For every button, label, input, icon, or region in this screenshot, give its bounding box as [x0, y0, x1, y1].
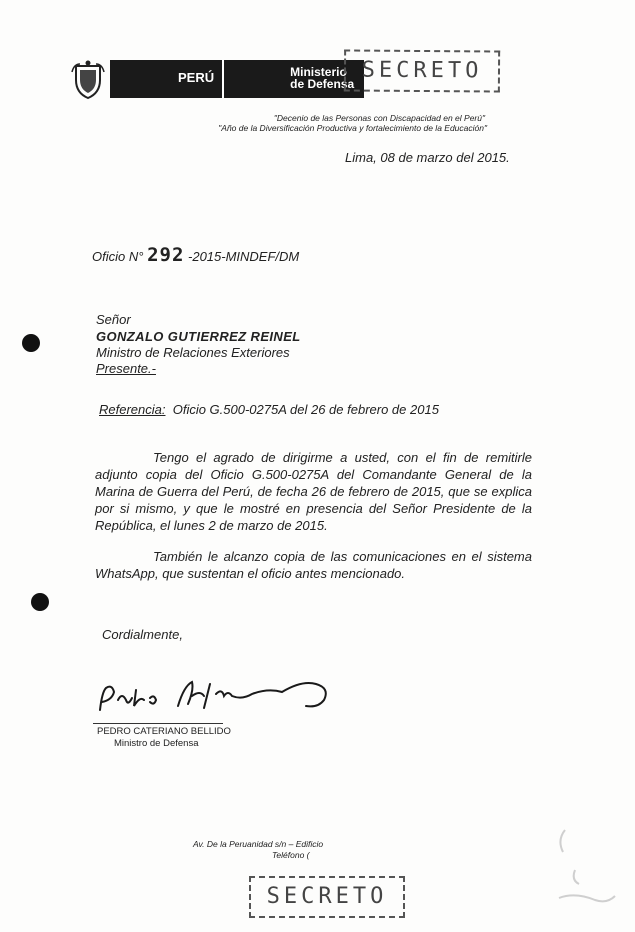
logo-country: PERÚ [110, 60, 224, 98]
footer-address: Av. De la Peruanidad s/n – Edificio [193, 839, 324, 849]
slogan-line-2: "Año de la Diversificación Productiva y fortalecimiento de la Educación" [218, 123, 487, 133]
oficio-prefix: Oficio N° [92, 249, 144, 264]
salutation: Señor [96, 312, 131, 327]
letter-date: Lima, 08 de marzo del 2015. [345, 150, 510, 165]
secret-stamp-top: SECRETO [344, 49, 500, 92]
body-paragraph-1: Tengo el agrado de dirigirme a usted, con el fin de remitirle adjunto copia del Oficio G.500-0275A del Comandante General de la Marina de Guerra del Perú, de fecha 26 de febrero de 2015, que se explica por si mismo, y que le mostré en presencia del Señor Presidente de la República, el lunes 2 de marzo de 2015. [95, 450, 532, 533]
oficio-reference [92, 244, 299, 266]
reference-text: Oficio G.500-0275A del 26 de febrero de 2015 [172, 402, 439, 417]
recipient-title: Ministro de Relaciones Exteriores [96, 345, 290, 360]
logo-ministry-line2: de Defensa [290, 77, 355, 91]
handwritten-margin-mark [545, 820, 625, 910]
logo-ministry-line1: Ministerio [290, 65, 347, 79]
oficio-number: 292 [147, 244, 185, 266]
punch-hole-upper [22, 334, 40, 352]
ministry-logo [110, 60, 364, 98]
recipient-name: GONZALO GUTIERREZ REINEL [96, 329, 301, 344]
reference-label: Referencia: [99, 402, 166, 417]
signer-name: PEDRO CATERIANO BELLIDO [97, 726, 231, 737]
oficio-suffix: -2015-MINDEF/DM [188, 249, 300, 264]
body-paragraph-2: También le alcanzo copia de las comunicaciones en el sistema WhatsApp, que sustentan el oficio antes mencionado. [95, 549, 532, 581]
slogan-line-1: "Decenio de las Personas con Discapacidad en el Perú" [273, 113, 485, 123]
coat-of-arms-icon [70, 60, 106, 100]
handwritten-signature [92, 670, 342, 730]
signer-title: Ministro de Defensa [114, 738, 199, 749]
signature-rule [93, 723, 223, 724]
closing: Cordialmente, [102, 627, 183, 642]
secret-stamp-bottom: SECRETO [249, 876, 405, 918]
reference-line [99, 402, 439, 417]
punch-hole-lower [31, 593, 49, 611]
presente-line: Presente.- [96, 361, 156, 376]
footer-phone: Teléfono ( [272, 850, 310, 860]
